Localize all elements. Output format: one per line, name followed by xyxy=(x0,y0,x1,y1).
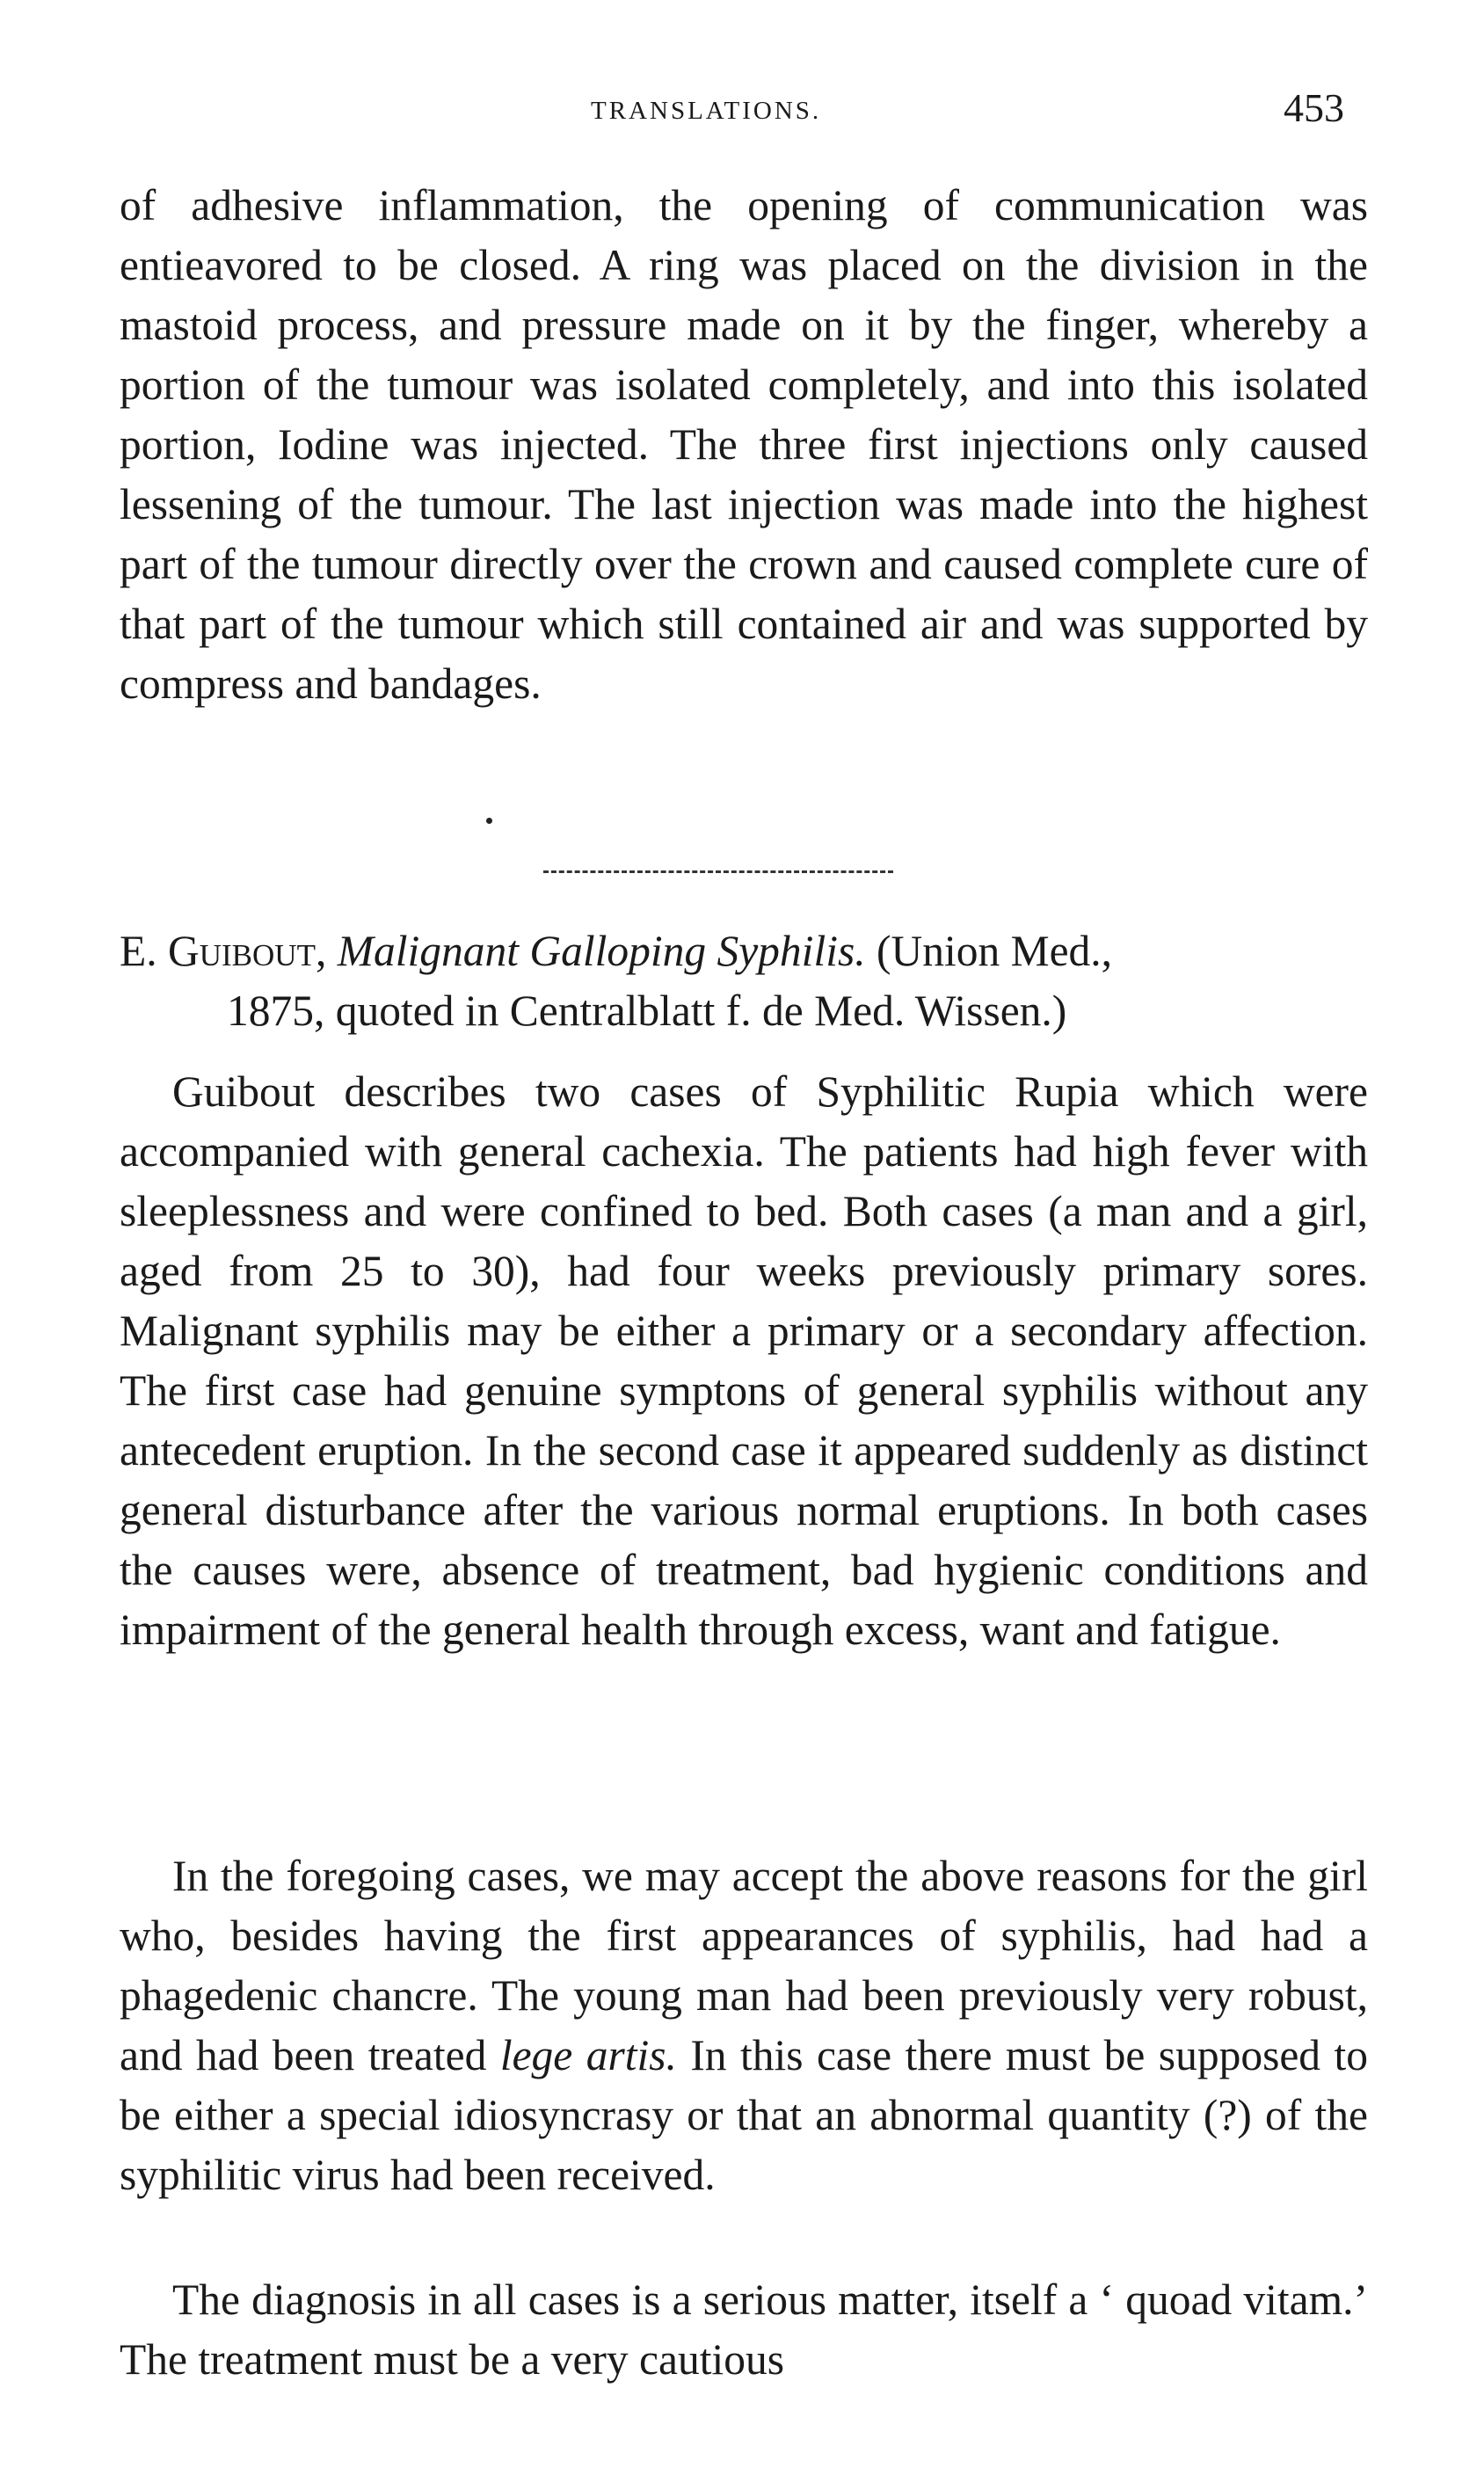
paragraph-diagnosis xyxy=(120,2270,1368,2390)
paragraph-foregoing-cases xyxy=(120,1846,1368,2205)
paragraph-text-part: In this case there must be supposed to be either a special idiosyncrasy or that an abnormal quantity (?) of the syphilitic virus had been received. xyxy=(120,2031,1368,2199)
running-title: TRANSLATIONS. xyxy=(591,97,822,125)
citation-article-title: Malignant Galloping Syphilis. xyxy=(337,927,866,975)
citation-author-initial: E. xyxy=(120,927,157,975)
paragraph-text: Guibout describes two cases of Syphilitic Rupia which were accompanied with general cachexia. The patients had high fever with sleeplessness and were confined to bed. Both cases (a man and a girl, aged from 25 to 30), had four weeks previously primary sores. Malignant syphilis may be either a primary or a secondary affection. The first case had genuine symptons of general syphilis without any antecedent eruption. In the second case it appeared suddenly as distinct general disturbance after the various normal eruptions. In both cases the causes were, absence of treatment, bad hygienic conditions and impairment of the general health through excess, want and fatigue. xyxy=(120,1067,1368,1654)
ink-speck xyxy=(486,818,492,824)
paragraph-text: of adhesive inflammation, the opening of communication was entieavored to be closed. A ring was placed on the division in the mastoid process, and pressure made on it by the finger, whereby a portion of the tumour was isolated completely, and into this isolated portion, Iodine was injected. The three first injections only caused lessening of the tumour. The last injection was made into the highest part of the tumour directly over the crown and caused complete cure of that part of the tumour which still contained air and was supported by compress and bandages. xyxy=(120,181,1368,708)
citation-author-name: Guibout, xyxy=(168,927,327,975)
paragraph-case-description xyxy=(120,1062,1368,1660)
page-number: 453 xyxy=(1284,85,1344,130)
latin-phrase: lege artis. xyxy=(499,2031,677,2079)
citation-source-line1: (Union Med., xyxy=(876,927,1113,975)
running-head xyxy=(0,84,1484,137)
paragraph-text-part: In the foregoing cases, we may accept the above reasons for the girl who, besides having the first appearances of syphilis, had had a phagedenic chancre. The young man had been previously very robust, and had been treated xyxy=(120,1852,1368,2079)
paragraph-continuation xyxy=(120,176,1368,714)
article-citation xyxy=(120,921,1368,1041)
section-divider xyxy=(543,870,893,873)
citation-source-line2: 1875, quoted in Centralblatt f. de Med. Wissen.) xyxy=(227,987,1067,1035)
paragraph-text xyxy=(120,1846,1368,2205)
paragraph-text: The diagnosis in all cases is a serious matter, itself a ‘ quoad vitam.’ The treatment must be a very cautious xyxy=(120,2275,1368,2384)
